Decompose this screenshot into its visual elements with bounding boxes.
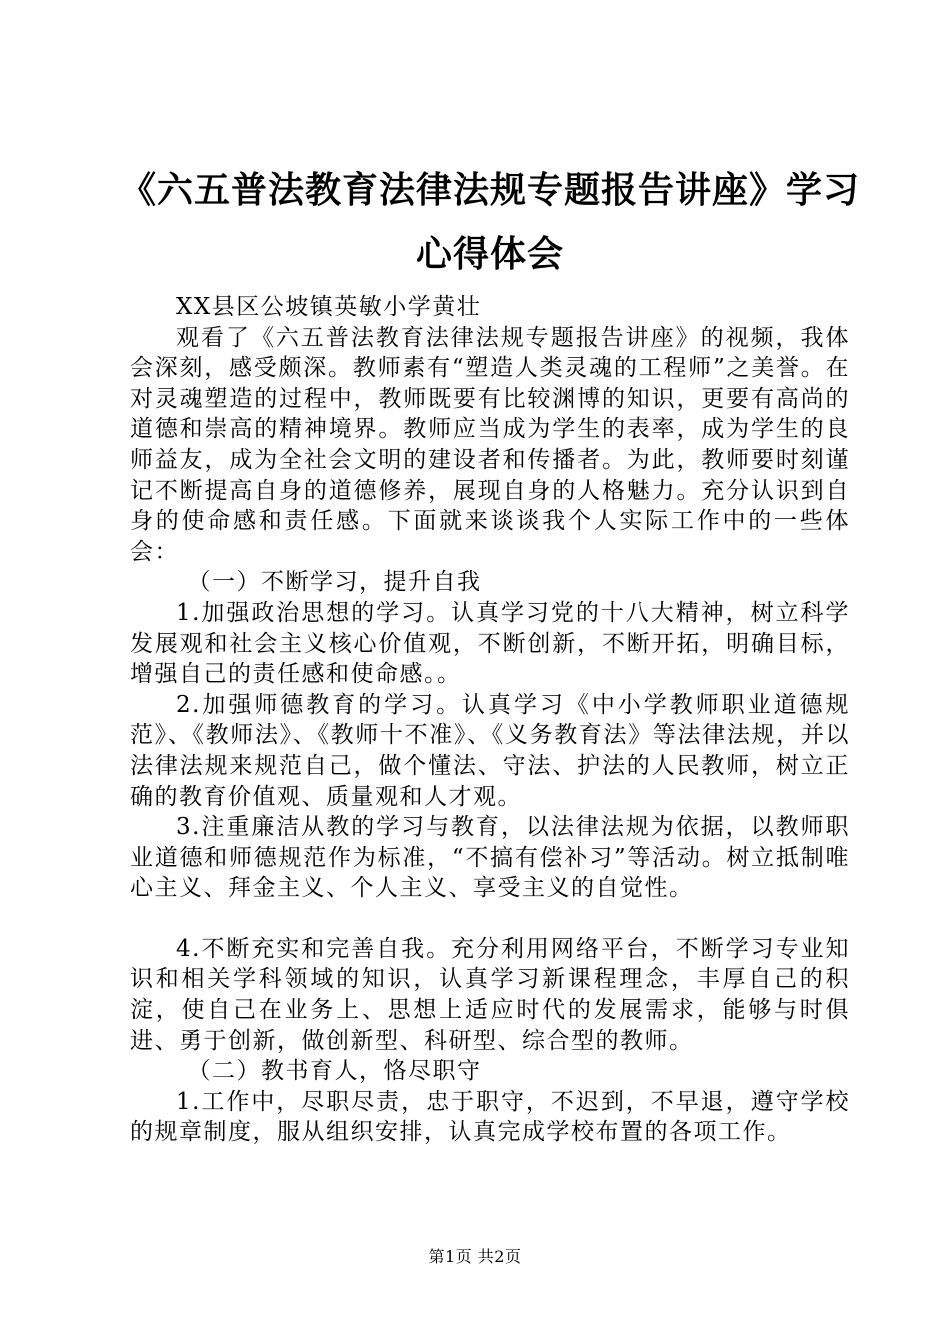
title-line-2: 心得体会 (415, 233, 564, 275)
paragraph-item-1-3: 3.注重廉洁从教的学习与教育，以法律法规为依据，以教师职业道德和师德规范作为标准，“不搞有偿补习”等活动。树立抵制唯心主义、拜金主义、个人主义、享受主义的自觉性。 (130, 814, 850, 902)
document-body (130, 292, 850, 1148)
paragraph-item-1-2: 2.加强师德教育的学习。认真学习《中小学教师职业道德规范》、《教师法》、《教师十不准》、《义务教育法》等法律法规，并以法律法规来规范自己，做个懂法、守法、护法的人民教师，树立正确的教育价值观、质量观和人才观。 (130, 691, 850, 810)
paragraph-intro: 观看了《六五普法教育法律法规专题报告讲座》的视频，我体会深刻，感受颇深。教师素有“塑造人类灵魂的工程师”之美誉。在对灵魂塑造的过程中，教师既要有比较渊博的知识，更要有高尚的道德和崇高的精神境界。教师应当成为学生的表率，成为学生的良师益友，成为全社会文明的建设者和传播者。为此，教师要时刻谨记不断提高自身的道德修养，展现自身的人格魅力。充分认识到自身的使命感和责任感。下面就来谈谈我个人实际工作中的一些体会： (130, 324, 850, 565)
paragraph-item-2-1: 1.工作中，尽职尽责，忠于职守，不迟到，不早退，遵守学校的规章制度，服从组织安排，认真完成学校布置的各项工作。 (130, 1088, 850, 1146)
document-page (120, 158, 861, 1148)
paragraph-item-1-1: 1.加强政治思想的学习。认真学习党的十八大精神，树立科学发展观和社会主义核心价值观，不断创新，不断开拓，明确目标，增强自己的责任感和使命感。。 (130, 599, 850, 688)
paragraph-item-1-4: 4.不断充实和完善自我。充分利用网络平台，不断学习专业知识和相关学科领域的知识，认真学习新课程理念，丰厚自己的积淀，使自己在业务上、思想上适应时代的发展需求，能够与时俱进、勇于创新，做创新型、科研型、综合型的教师。 (130, 935, 850, 1054)
section-heading-2: （二）教书育人，恪尽职守 (187, 1058, 482, 1085)
section-heading-1: （一）不断学习，提升自我 (187, 569, 482, 596)
paragraph-gap (130, 904, 850, 934)
document-title (120, 158, 860, 286)
author-line: XX县区公坡镇英敏小学黄壮 (176, 294, 482, 320)
page-footer: 第1页 共2页 (428, 1247, 522, 1266)
title-line-1: 《六五普法教育法律法规专题报告讲座》学习 (120, 169, 861, 211)
